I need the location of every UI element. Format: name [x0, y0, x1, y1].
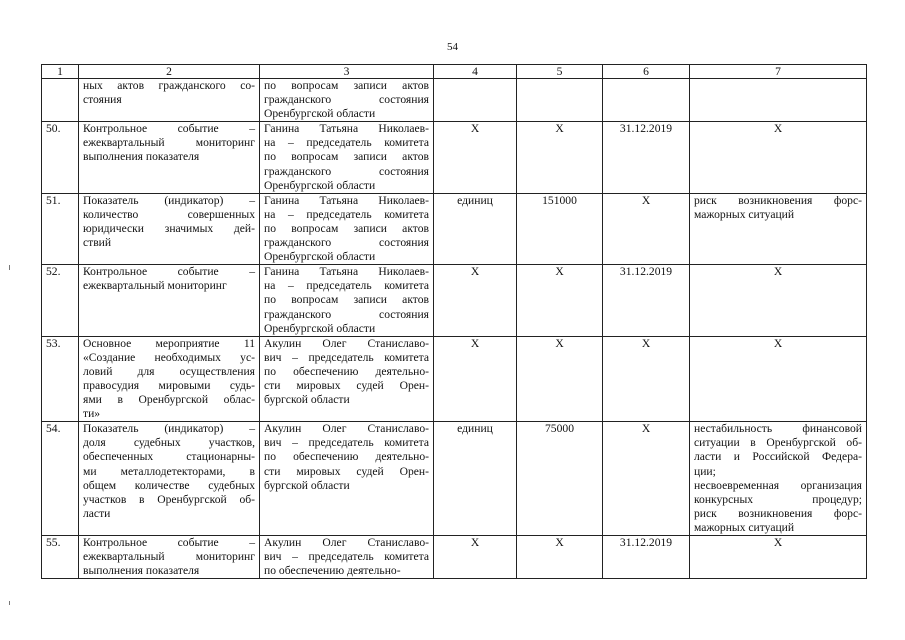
risk-cell: Х [690, 336, 867, 422]
cell-text-line: Ганина Татьяна Николаев- [264, 122, 429, 136]
cell-text-line: риск возникновения форс- [694, 193, 862, 207]
cell-text-line: вич – председатель комитета [264, 350, 429, 364]
activity-name-cell [79, 265, 260, 336]
cell-text-line: на – председатель комитета [264, 136, 429, 150]
table-row [42, 193, 867, 264]
cell-text-line: выполнения показателя [83, 150, 200, 164]
cell-text-line: по обеспечению деятельно- [264, 450, 429, 464]
cell-text-line: ежеквартальный мониторинг [83, 279, 227, 293]
cell-text-line: ти» [83, 407, 101, 421]
activity-name-cell [79, 193, 260, 264]
risk-cell: Х [690, 265, 867, 336]
cell-text-line: Контрольное событие – [83, 536, 255, 549]
column-header: 4 [434, 65, 517, 79]
row-number-cell: 54. [42, 422, 79, 536]
cell-text-line: ями в Оренбургской облас- [83, 393, 255, 407]
responsible-cell [260, 536, 434, 579]
cell-text-line: участков в Оренбургской об- [83, 492, 255, 506]
cell-text-line: по вопросам записи актов [264, 293, 429, 307]
cell-text-line: гражданского состояния [264, 307, 429, 321]
cell-text-line: доля судебных участков, [83, 436, 255, 450]
unit-cell [434, 79, 517, 122]
risk-cell [690, 79, 867, 122]
cell-text-line: ежеквартальный мониторинг [83, 550, 255, 564]
date-cell [603, 79, 690, 122]
cell-text-line: Контрольное событие – [83, 122, 255, 136]
responsible-cell [260, 422, 434, 536]
cell-text-line: Показатель (индикатор) – [83, 422, 255, 436]
unit-cell: единиц [434, 193, 517, 264]
cell-text-line: мажорных ситуаций [694, 520, 795, 534]
cell-text-line: по вопросам записи актов [264, 150, 429, 164]
responsible-cell [260, 79, 434, 122]
value-cell: 151000 [517, 193, 603, 264]
cell-text-line: ласти [83, 506, 111, 520]
value-cell: 75000 [517, 422, 603, 536]
cell-text-line: общем количестве судебных [83, 478, 255, 492]
cell-text-line: на – председатель комитета [264, 207, 429, 221]
column-header: 7 [690, 65, 867, 79]
cell-text-line: риск возникновения форс- [694, 506, 862, 520]
column-header: 5 [517, 65, 603, 79]
activity-name-cell [79, 536, 260, 579]
cell-text-line: вич – председатель комитета [264, 436, 429, 450]
cell-text-line: юридически значимых дей- [83, 221, 255, 235]
unit-cell: Х [434, 265, 517, 336]
risk-cell: Х [690, 122, 867, 193]
cell-text-line: выполнения показателя [83, 564, 200, 578]
cell-text-line: по вопросам записи актов [264, 79, 429, 92]
cell-text-line: несвоевременная организация [694, 478, 862, 492]
cell-text-line: ласти и Российской Федера- [694, 450, 862, 464]
cell-text-line: Акулин Олег Станиславо- [264, 336, 429, 350]
column-header: 2 [79, 65, 260, 79]
responsible-cell [260, 265, 434, 336]
scan-speck [9, 265, 10, 270]
unit-cell: Х [434, 336, 517, 422]
table-row [42, 265, 867, 336]
cell-text-line: Ганина Татьяна Николаев- [264, 265, 429, 279]
table-row [42, 336, 867, 422]
cell-text-line: Основное мероприятие 11 [83, 336, 255, 350]
table-row [42, 79, 867, 122]
cell-text-line: ситуации в Оренбургской об- [694, 436, 862, 450]
cell-text-line: Показатель (индикатор) – [83, 193, 255, 207]
cell-text-line: гражданского состояния [264, 164, 429, 178]
cell-text-line: ми металлодетекторами, в [83, 464, 255, 478]
responsible-cell [260, 336, 434, 422]
responsible-cell [260, 122, 434, 193]
cell-text-line: ции; [694, 464, 716, 478]
cell-text-line: Оренбургской области [264, 321, 376, 335]
date-cell: 31.12.2019 [603, 122, 690, 193]
table-row [42, 422, 867, 536]
responsible-cell [260, 193, 434, 264]
cell-text-line: стояния [83, 93, 122, 107]
cell-text-line: гражданского состояния [264, 93, 429, 107]
cell-text-line: правосудия мировыми судь- [83, 378, 255, 392]
plan-table [41, 64, 867, 579]
cell-text-line: мажорных ситуаций [694, 207, 795, 221]
cell-text-line: Контрольное событие – [83, 265, 255, 279]
risk-cell [690, 422, 867, 536]
cell-text-line: Оренбургской области [264, 107, 376, 121]
row-number-cell [42, 79, 79, 122]
cell-text-line: нестабильность финансовой [694, 422, 862, 436]
cell-text-line: вич – председатель комитета [264, 550, 429, 564]
cell-text-line: по обеспечению деятельно- [264, 364, 429, 378]
unit-cell: единиц [434, 422, 517, 536]
cell-text-line: сти мировых судей Орен- [264, 378, 429, 392]
cell-text-line: по обеспечению деятельно- [264, 564, 401, 578]
table-row [42, 122, 867, 193]
value-cell: Х [517, 122, 603, 193]
cell-text-line: «Создание необходимых ус- [83, 350, 255, 364]
cell-text-line: Ганина Татьяна Николаев- [264, 193, 429, 207]
column-header: 6 [603, 65, 690, 79]
cell-text-line: на – председатель комитета [264, 279, 429, 293]
cell-text-line: конкурсных процедур; [694, 492, 862, 506]
column-header: 1 [42, 65, 79, 79]
value-cell [517, 79, 603, 122]
value-cell: Х [517, 336, 603, 422]
value-cell: Х [517, 265, 603, 336]
cell-text-line: гражданского состояния [264, 236, 429, 250]
page-number: 54 [447, 41, 458, 53]
cell-text-line: обеспеченных стационарны- [83, 450, 255, 464]
row-number-cell: 51. [42, 193, 79, 264]
cell-text-line: ежеквартальный мониторинг [83, 136, 255, 150]
risk-cell [690, 193, 867, 264]
cell-text-line: Оренбургской области [264, 250, 376, 264]
value-cell: Х [517, 536, 603, 579]
cell-text-line: Акулин Олег Станиславо- [264, 536, 429, 549]
activity-name-cell [79, 79, 260, 122]
table-row [42, 536, 867, 579]
date-cell: Х [603, 193, 690, 264]
date-cell: 31.12.2019 [603, 536, 690, 579]
column-header: 3 [260, 65, 434, 79]
risk-cell: Х [690, 536, 867, 579]
activity-name-cell [79, 122, 260, 193]
cell-text-line: бургской области [264, 478, 350, 492]
cell-text-line: Акулин Олег Станиславо- [264, 422, 429, 436]
date-cell: 31.12.2019 [603, 265, 690, 336]
cell-text-line: бургской области [264, 393, 350, 407]
cell-text-line: ловий для осуществления [83, 364, 255, 378]
cell-text-line: сти мировых судей Орен- [264, 464, 429, 478]
table-header-row [42, 65, 867, 79]
cell-text-line: ствий [83, 236, 112, 250]
date-cell: Х [603, 336, 690, 422]
cell-text-line: количество совершенных [83, 207, 255, 221]
row-number-cell: 53. [42, 336, 79, 422]
date-cell: Х [603, 422, 690, 536]
unit-cell: Х [434, 122, 517, 193]
cell-text-line: ных актов гражданского со- [83, 79, 255, 92]
activity-name-cell [79, 422, 260, 536]
cell-text-line: по вопросам записи актов [264, 221, 429, 235]
cell-text-line: Оренбургской области [264, 178, 376, 192]
row-number-cell: 50. [42, 122, 79, 193]
row-number-cell: 55. [42, 536, 79, 579]
unit-cell: Х [434, 536, 517, 579]
activity-name-cell [79, 336, 260, 422]
scan-speck [9, 601, 10, 605]
row-number-cell: 52. [42, 265, 79, 336]
